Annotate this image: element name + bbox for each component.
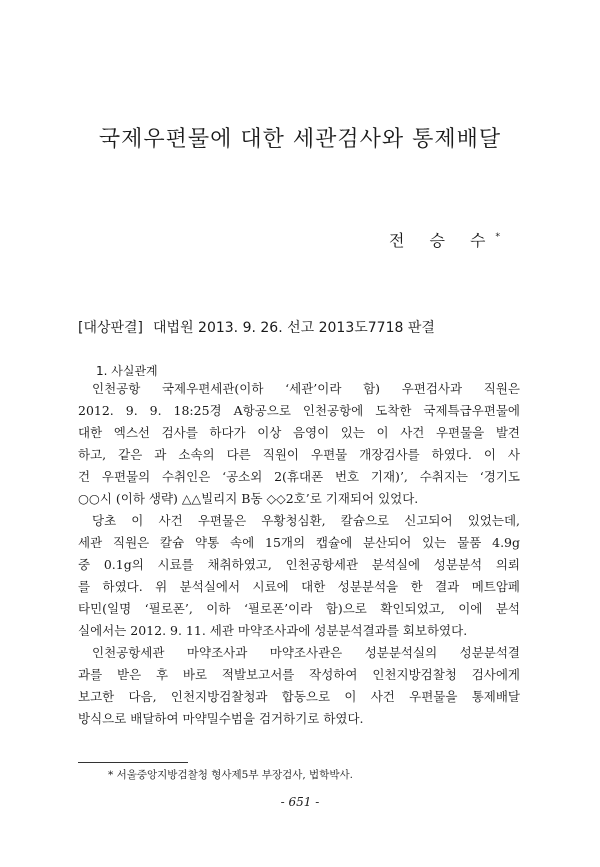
text-line: 과를 받은 후 바로 적발보고서를 작성하여 인천지방검찰청 검사에게 (78, 667, 520, 682)
text-line: 당초 이 사건 우편물은 우황청심환, 칼슘으로 신고되어 있었는데, (92, 513, 520, 528)
text-line: 세관 직원은 칼슘 약통 속에 15개의 캡슐에 분산되어 있는 물품 4.9g (78, 535, 520, 550)
text-line: 인천공항세관 마약조사과 마약조사관은 성분분석실의 성분분석결 (92, 645, 520, 660)
text-line: 를 하였다. 위 분석실에서 시료에 대한 성분분석을 한 결과 메트암페 (78, 579, 520, 594)
footnote: * 서울중앙지방검찰청 형사제5부 부장검사, 법학박사. (108, 769, 353, 781)
text-line: 인천공항 국제우편세관(이하 ‘세관’이라 함) 우편검사과 직원은 (92, 381, 520, 396)
target-judgment (78, 317, 538, 337)
page-number: - 651 - (280, 795, 320, 809)
text-line: 타민(일명 ‘필로폰’, 이하 ‘필로폰’이라 함)으로 확인되었고, 이에 분석 (78, 601, 520, 616)
text-line: 방식으로 배달하여 마약밀수범을 검거하기로 하였다. (78, 711, 364, 726)
text-line: 건 우편물의 수취인은 ‘공소외 2(휴대폰 번호 기재)’, 수취지는 ‘경기도 (78, 469, 520, 484)
body-paragraph-1 (78, 378, 520, 510)
footnote-divider (78, 762, 188, 763)
text-line: 대한 엑스선 검사를 하다가 이상 음영이 있는 이 사건 우편물을 발견 (78, 425, 520, 440)
target-judgment-label: [대상판결] (78, 320, 144, 336)
text-line: ○○시 (이하 생략) △△빌리지 B동 ◇◇2호’로 기재되어 있었다. (78, 491, 419, 506)
author-footnote-marker: * (495, 232, 500, 243)
author-name (389, 228, 500, 251)
body-paragraph-3 (78, 642, 520, 730)
text-line: 2012. 9. 9. 18:25경 A항공으로 인천공항에 도착한 국제특급우편물에 (78, 403, 520, 418)
text-line: 보고한 다음, 인천지방검찰청과 합동으로 이 사건 우편물을 통제배달 (78, 689, 520, 704)
text-line: 하고, 같은 과 소속의 다른 직원이 우편물 개장검사를 하였다. 이 사 (78, 447, 520, 462)
target-judgment-case: 대법원 2013. 9. 26. 선고 2013도7718 판결 (153, 320, 435, 336)
author-name-text: 전 승 수 (388, 231, 496, 250)
text-line: 실에서는 2012. 9. 11. 세관 마약조사과에 성분분석결과를 회보하였다. (78, 623, 468, 638)
article-title: 국제우편물에 대한 세관검사와 통제배달 (98, 127, 502, 152)
text-line: 중 0.1g의 시료를 채취하였고, 인천공항세관 분석실에 성분분석 의뢰 (78, 557, 520, 572)
body-paragraph-2 (78, 510, 520, 642)
section-heading: 1. 사실관계 (96, 364, 158, 378)
